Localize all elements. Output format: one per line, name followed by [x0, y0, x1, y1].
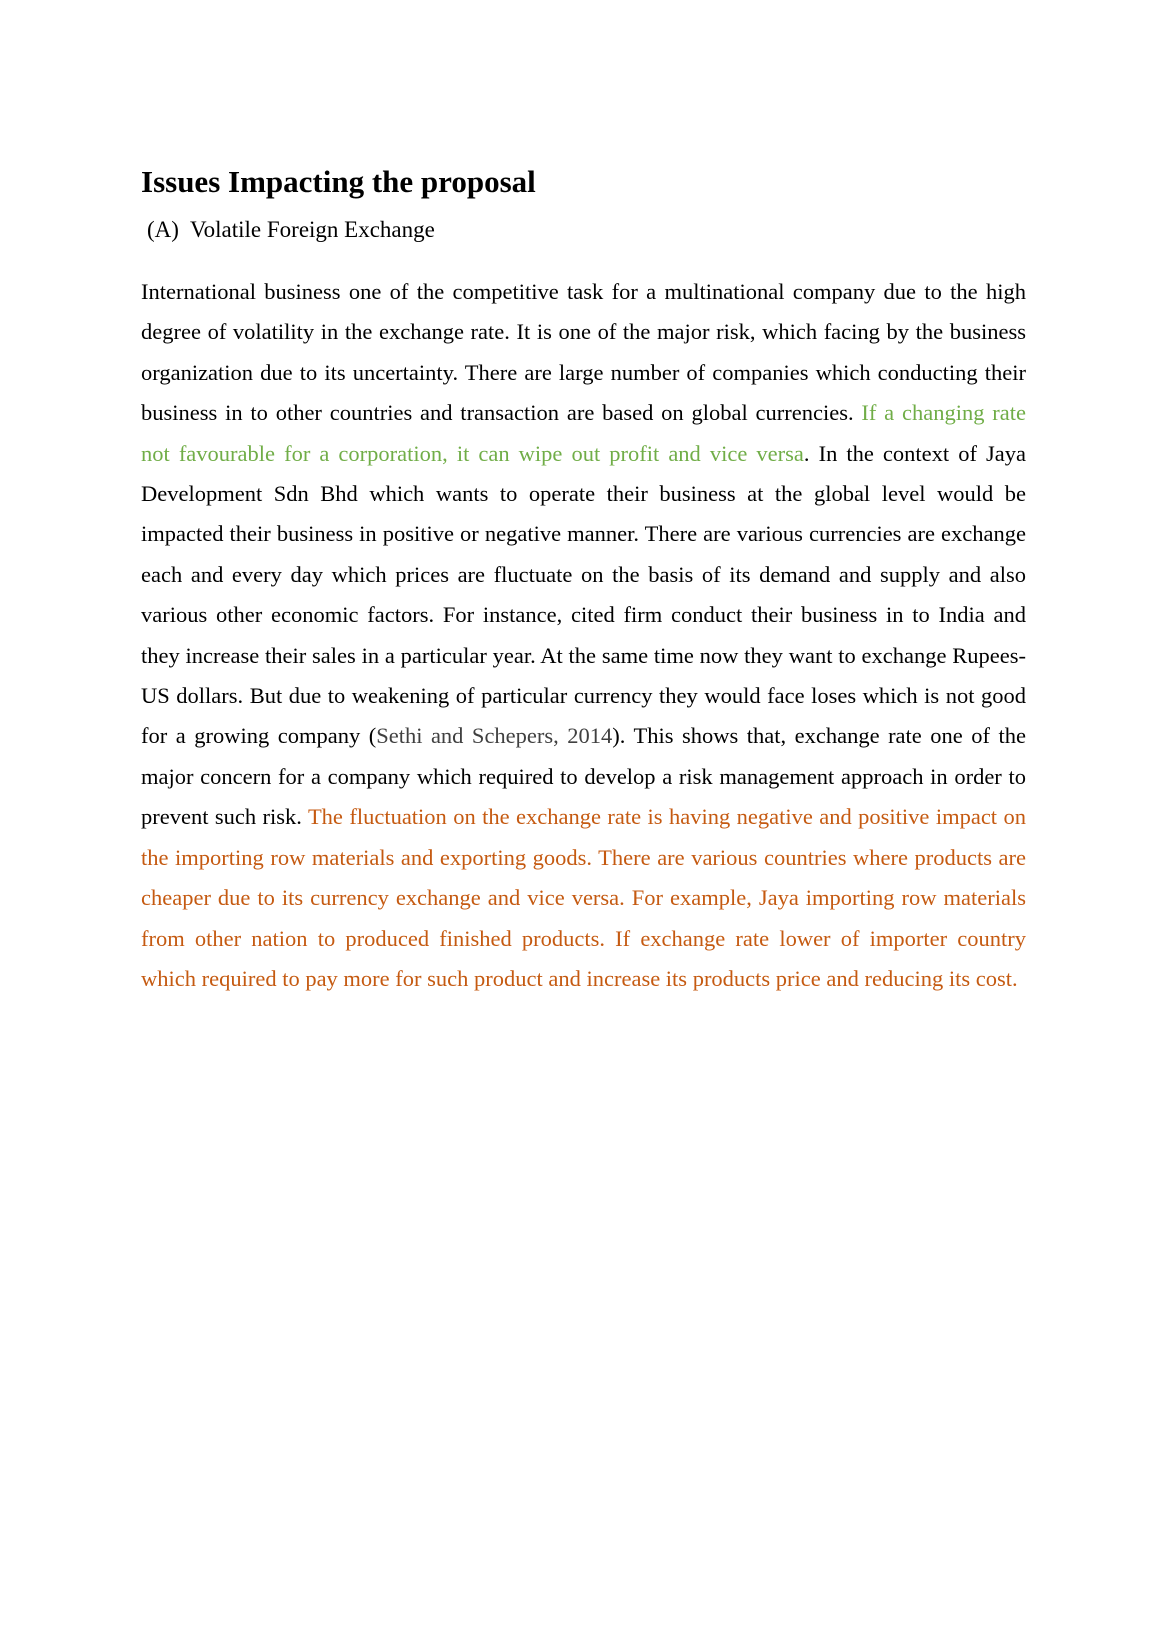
subsection-heading [147, 215, 435, 245]
paragraph-text-1: International business one of the competitive task for a multinational company due to the high degree of volatility in the exchange rate. It is one of the major risk, which facing by the business organization due to its uncertainty. There are large number of companies which conducting their business in to other countries and transaction are based on global currencies. [141, 279, 1026, 426]
citation: Sethi and Schepers, 2014 [376, 723, 613, 749]
green-highlighted-text: If a changing rate not favourable for a corporation, it can wipe out profit and vice versa [141, 400, 1026, 466]
section-heading: Issues Impacting the proposal [141, 164, 536, 199]
body-paragraph [141, 272, 1026, 999]
list-marker: (A) [147, 217, 179, 242]
orange-highlighted-text: The fluctuation on the exchange rate is having negative and positive impact on the importing row materials and exporting goods. There are various countries where products are cheaper due to its currency exchange and vice versa. For example, Jaya importing row materials from other nation to produced finished products. If exchange rate lower of importer country which required to pay more for such product and increase its products price and reducing its cost. [141, 804, 1026, 991]
paragraph-text-3: ). This shows that, exchange rate one of the major concern for a company which required to develop a risk management approach in order to prevent such risk. [141, 723, 1026, 830]
subsection-title: Volatile Foreign Exchange [190, 217, 435, 242]
paragraph-text-2: . In the context of Jaya Development Sdn Bhd which wants to operate their business at the global level would be impacted their business in positive or negative manner. There are various currencies are exchange each and every day which prices are fluctuate on the basis of its demand and supply and also various other economic factors. For instance, cited firm conduct their business in to India and they increase their sales in a particular year. At the same time now they want to exchange Rupees-US dollars. But due to weakening of particular currency they would face loses which is not good for a growing company ( [141, 440, 1027, 749]
